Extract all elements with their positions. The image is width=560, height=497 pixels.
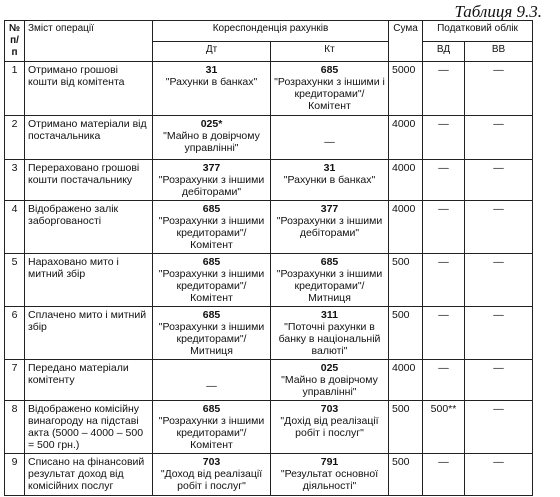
header-vd: ВД <box>423 41 465 62</box>
operation-description <box>25 401 153 454</box>
dt-account-number: 703 <box>202 456 221 468</box>
header-row-1 <box>5 21 533 42</box>
credit-account <box>271 160 389 201</box>
table-row <box>5 160 533 201</box>
dt-account-number: 685 <box>202 203 221 215</box>
vd-cell <box>423 160 465 201</box>
debit-account <box>153 307 271 360</box>
credit-account <box>271 307 389 360</box>
header-desc: Зміст операції <box>25 21 153 62</box>
vd-value: — <box>438 162 449 174</box>
description-text: Отримано матеріали від постачальника <box>28 118 147 142</box>
sum-cell <box>389 401 423 454</box>
dt-account-number: 685 <box>202 309 221 321</box>
header-sum: Сума <box>389 21 423 62</box>
dt-account-label: "Доход від реалізації робіт і послуг" <box>160 468 263 492</box>
credit-account <box>271 254 389 307</box>
vv-value: — <box>493 362 504 374</box>
vv-cell <box>465 160 533 201</box>
vd-cell <box>423 454 465 496</box>
description-text: Списано на фінансовий результат доход від комісійних послуг <box>28 456 145 492</box>
vd-value: — <box>438 118 449 130</box>
kt-account-label: "Поточні рахунки в банку в національній валюті" <box>278 321 381 357</box>
vd-cell <box>423 307 465 360</box>
sum-cell <box>389 360 423 401</box>
sum-value: 5000 <box>392 64 416 76</box>
description-text: Нараховано мито і митний збір <box>28 256 119 280</box>
sum-value: 500 <box>392 309 410 321</box>
operation-description <box>25 307 153 360</box>
vv-cell <box>465 307 533 360</box>
dt-account-label: "Рахунки в банках" <box>165 76 258 88</box>
sum-cell <box>389 160 423 201</box>
table-row <box>5 307 533 360</box>
vd-value: — <box>438 64 449 76</box>
debit-account <box>153 401 271 454</box>
header-corr: Кореспонденція рахунків <box>153 21 389 42</box>
vd-cell <box>423 360 465 401</box>
debit-account <box>153 116 271 160</box>
operation-description <box>25 254 153 307</box>
vv-cell <box>465 454 533 496</box>
table-caption: Таблиця 9.3. <box>454 2 542 21</box>
debit-account <box>153 201 271 254</box>
dt-account-number: 685 <box>202 256 221 268</box>
row-number <box>5 360 25 401</box>
credit-account <box>271 401 389 454</box>
row-number <box>5 254 25 307</box>
operation-description <box>25 454 153 496</box>
vv-value: — <box>493 309 504 321</box>
row-number-text: 5 <box>11 256 18 268</box>
dt-account-label: "Розрахунки з іншими дебіторами" <box>158 174 265 198</box>
dt-account-label: "Розрахунки з іншими кредиторами"/ Митниця <box>158 321 265 357</box>
sum-value: 4000 <box>392 362 416 374</box>
vv-value: — <box>493 203 504 215</box>
row-number-text: 7 <box>11 362 18 374</box>
header-kt: Кт <box>271 41 389 62</box>
dt-account-label: "Майно в довірчому управлінні" <box>163 130 260 154</box>
kt-account-label: "Розрахунки з іншими дебіторами" <box>276 215 383 239</box>
vv-cell <box>465 360 533 401</box>
credit-account <box>271 116 389 160</box>
sum-cell <box>389 62 423 116</box>
row-number-text: 1 <box>11 64 18 76</box>
row-number-text: 6 <box>11 309 18 321</box>
description-text: Сплачено мито і митний збір <box>28 309 147 333</box>
row-number-text: 4 <box>11 203 18 215</box>
kt-account-number: 377 <box>320 203 339 215</box>
vd-value: — <box>438 256 449 268</box>
row-number-text: 9 <box>11 456 18 468</box>
row-number-text: 3 <box>11 162 18 174</box>
vd-cell <box>423 116 465 160</box>
dt-account-label: "Розрахунки з іншими кредиторами"/ Комітент <box>158 268 265 304</box>
vv-cell <box>465 254 533 307</box>
kt-account-number: 685 <box>320 256 339 268</box>
vd-cell <box>423 254 465 307</box>
operation-description <box>25 62 153 116</box>
sum-cell <box>389 116 423 160</box>
vv-value: — <box>493 162 504 174</box>
vd-cell <box>423 201 465 254</box>
operation-description <box>25 201 153 254</box>
sum-value: 4000 <box>392 162 416 174</box>
header-tax: Податковий облік <box>423 21 533 42</box>
operation-description <box>25 160 153 201</box>
table-row <box>5 254 533 307</box>
row-number <box>5 201 25 254</box>
vd-cell <box>423 401 465 454</box>
sum-cell <box>389 454 423 496</box>
row-number <box>5 307 25 360</box>
row-number <box>5 401 25 454</box>
vv-cell <box>465 401 533 454</box>
debit-account <box>153 454 271 496</box>
sum-cell <box>389 201 423 254</box>
row-number <box>5 116 25 160</box>
kt-account-label: — <box>324 136 335 148</box>
vv-value: — <box>493 118 504 130</box>
row-number <box>5 62 25 116</box>
dt-account-number: 685 <box>202 403 221 415</box>
vd-value: — <box>438 362 449 374</box>
credit-account <box>271 62 389 116</box>
row-number-text: 2 <box>11 118 18 130</box>
operation-description <box>25 360 153 401</box>
kt-account-label: "Розрахунки з іншими і кредиторами"/ Комітент <box>274 76 385 112</box>
kt-account-number: 685 <box>320 64 339 76</box>
credit-account <box>271 201 389 254</box>
dt-account-number: 31 <box>205 64 218 76</box>
kt-account-number: 791 <box>320 456 339 468</box>
debit-account <box>153 62 271 116</box>
table-row <box>5 62 533 116</box>
sum-value: 4000 <box>392 118 416 130</box>
table-row <box>5 454 533 496</box>
table-row <box>5 401 533 454</box>
vv-cell <box>465 62 533 116</box>
vd-value: — <box>438 309 449 321</box>
vd-value: — <box>438 456 449 468</box>
description-text: Перераховано грошові кошти постачальнику <box>28 162 140 186</box>
kt-account-number: 31 <box>323 162 336 174</box>
dt-account-label: — <box>206 380 217 392</box>
vd-value: 500** <box>430 403 457 415</box>
credit-account <box>271 454 389 496</box>
vd-cell <box>423 62 465 116</box>
vv-value: — <box>493 403 504 415</box>
kt-account-number: 311 <box>321 309 338 321</box>
description-text: Отримано грошові кошти від комітента <box>28 64 125 88</box>
kt-account-number: 025 <box>320 362 339 374</box>
kt-account-label: "Рахунки в банках" <box>283 174 376 186</box>
kt-account-label: "Розрахунки з іншими кредиторами"/ Митниця <box>276 268 383 304</box>
dt-account-number: 377 <box>202 162 221 174</box>
sum-value: 500 <box>392 456 410 468</box>
table-row <box>5 116 533 160</box>
vv-cell <box>465 201 533 254</box>
vd-value: — <box>438 203 449 215</box>
vv-value: — <box>493 256 504 268</box>
header-dt: Дт <box>153 41 271 62</box>
kt-account-label: "Результат основної діяльності" <box>280 468 379 492</box>
sum-cell <box>389 307 423 360</box>
debit-account <box>153 360 271 401</box>
dt-account-label: "Розрахунки з іншими кредиторами"/ Комітент <box>158 415 265 451</box>
sum-value: 500 <box>392 403 410 415</box>
sum-value: 500 <box>392 256 410 268</box>
description-text: Відображено залік заборгованості <box>28 203 119 227</box>
vv-cell <box>465 116 533 160</box>
operation-description <box>25 116 153 160</box>
credit-account <box>271 360 389 401</box>
debit-account <box>153 160 271 201</box>
header-vv: ВВ <box>465 41 533 62</box>
table-row <box>5 360 533 401</box>
operations-table <box>4 20 533 496</box>
row-number <box>5 160 25 201</box>
debit-account <box>153 254 271 307</box>
sum-value: 4000 <box>392 203 416 215</box>
table-row <box>5 201 533 254</box>
row-number <box>5 454 25 496</box>
description-text: Передано матеріали комітенту <box>28 362 129 386</box>
kt-account-label: "Майно в довірчому управлінні" <box>281 374 378 398</box>
kt-account-label: "Дохід від реалізації робіт і послуг" <box>280 415 379 439</box>
vv-value: — <box>493 64 504 76</box>
vv-value: — <box>493 456 504 468</box>
kt-account-number: 703 <box>320 403 339 415</box>
dt-account-number: 025* <box>200 118 223 130</box>
dt-account-label: "Розрахунки з іншими кредиторами"/ Комітент <box>158 215 265 251</box>
row-number-text: 8 <box>11 403 18 415</box>
header-num: № п/п <box>5 21 25 62</box>
description-text: Відображено комісійну винагороду на підставі акта (5000 – 4000 – 500 = 500 грн.) <box>28 403 144 451</box>
sum-cell <box>389 254 423 307</box>
